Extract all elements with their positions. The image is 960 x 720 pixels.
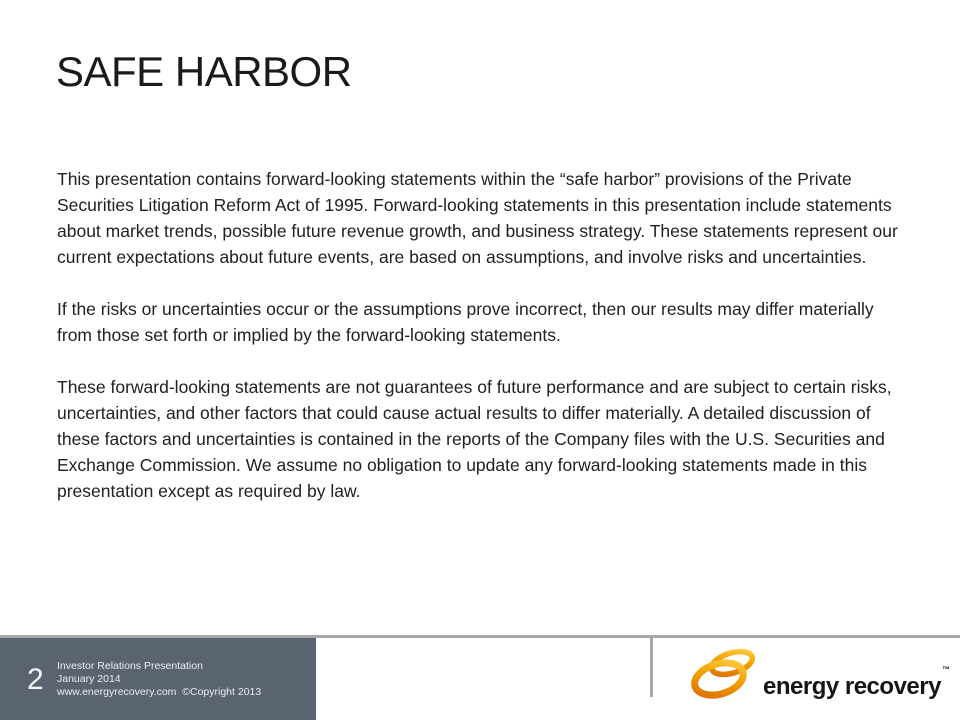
footer-vertical-divider <box>650 637 653 697</box>
page-title: SAFE HARBOR <box>56 48 352 95</box>
body-paragraph: If the risks or uncertainties occur or the assumptions prove incorrect, then our results may differ materially from those set forth or implied by the forward-looking statements. <box>57 299 874 345</box>
footer-line: www.energyrecovery.com ©Copyright 2013 <box>57 686 262 698</box>
footer-line: Investor Relations Presentation <box>57 660 203 672</box>
footer-info <box>57 660 261 699</box>
energy-recovery-swirl-icon <box>690 648 758 702</box>
trademark-symbol: ™ <box>941 665 950 674</box>
body-paragraph: This presentation contains forward-looking statements within the “safe harbor” provisions of the Private Securities Litigation Reform Act of 1995. Forward-looking statements in this presentation include statements about market trends, possible future revenue growth, and business strategy. These statements represent our current expectations about future events, are based on assumptions, and involve risks and uncertainties. <box>57 169 898 267</box>
footer-bar <box>0 638 316 720</box>
footer-line: January 2014 <box>57 673 121 685</box>
page-number: 2 <box>27 663 44 696</box>
body-paragraph: These forward-looking statements are not guarantees of future performance and are subject to certain risks, uncertainties, and other factors that could cause actual results to differ materially. A detailed discussion of these factors and uncertainties is contained in the reports of the Company files with the U.S. Securities and Exchange Commission. We assume no obligation to update any forward-looking statements made in this presentation except as required by law. <box>57 377 892 501</box>
body-text <box>57 166 913 530</box>
energy-recovery-logo <box>690 648 948 702</box>
logo-wordmark: energy recovery™ <box>763 665 950 700</box>
